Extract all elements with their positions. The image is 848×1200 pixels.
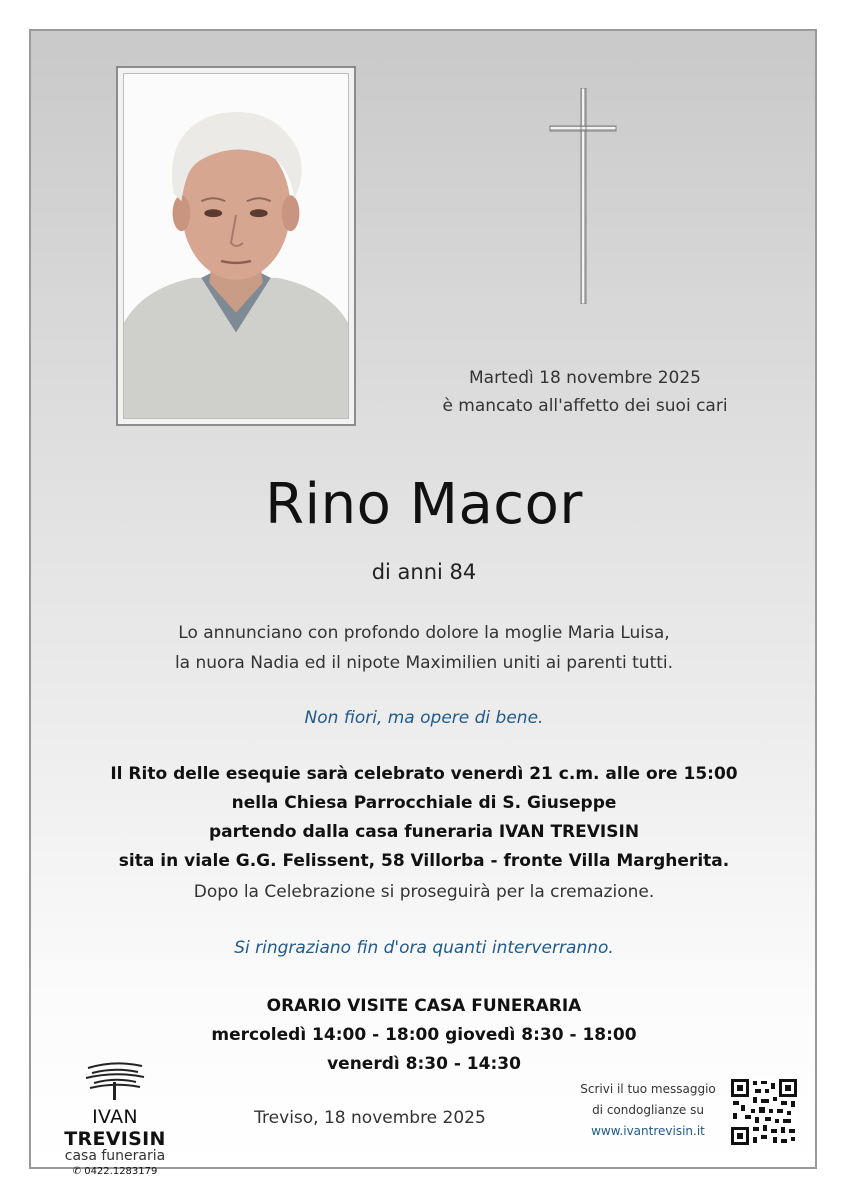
visits-title: ORARIO VISITE CASA FUNERARIA — [266, 996, 582, 1016]
website-link[interactable]: www.ivantrevisin.it — [591, 1124, 705, 1138]
visits-line-2: venerdì 8:30 - 14:30 — [327, 1054, 521, 1074]
death-date: Martedì 18 novembre 2025 — [469, 368, 701, 388]
condolence-line-2: di condoglianze su — [592, 1103, 704, 1117]
portrait-photo — [123, 73, 349, 419]
rite-line-4: sita in viale G.G. Felissent, 58 Villorba - fronte Villa Margherita. — [118, 851, 730, 871]
qr-code[interactable] — [731, 1079, 797, 1145]
visits-line-1: mercoledì 14:00 - 18:00 giovedì 8:30 - 18:00 — [211, 1025, 637, 1045]
funeral-home-logo — [40, 1058, 190, 1177]
rite-line-1: Il Rito delle esequie sarà celebrato venerdì 21 c.m. alle ore 15:00 — [110, 764, 738, 784]
passing-line: è mancato all'affetto dei suoi cari — [442, 396, 728, 416]
city-date: Treviso, 18 novembre 2025 — [254, 1108, 486, 1128]
phone-icon: ✆ — [72, 1166, 82, 1177]
tree-logo-icon — [80, 1058, 150, 1100]
flowers-request: Non fiori, ma opere di bene. — [304, 708, 544, 728]
family-line-1: Lo annunciano con profondo dolore la moglie Maria Luisa, — [178, 623, 670, 643]
rite-line-3: partendo dalla casa funeraria IVAN TREVISIN — [208, 822, 640, 842]
logo-name: IVAN TREVISIN — [64, 1106, 166, 1150]
rite-line-5: Dopo la Celebrazione si proseguirà per la cremazione. — [193, 882, 655, 902]
family-line-2: la nuora Nadia ed il nipote Maximilien uniti ai parenti tutti. — [174, 653, 674, 673]
rite-line-2: nella Chiesa Parrocchiale di S. Giuseppe — [231, 793, 617, 813]
condolence-box — [568, 1079, 728, 1142]
logo-subtitle: casa funeraria — [64, 1148, 166, 1164]
deceased-age: di anni 84 — [371, 560, 477, 584]
cross-icon — [548, 88, 618, 304]
logo-phone: ✆ 0422.1283179 — [72, 1166, 158, 1177]
portrait-frame — [116, 66, 356, 426]
deceased-name: Rino Macor — [265, 472, 583, 537]
condolence-line-1: Scrivi il tuo messaggio — [580, 1082, 716, 1096]
thanks-line: Si ringraziano fin d'ora quanti interverranno. — [234, 938, 614, 958]
